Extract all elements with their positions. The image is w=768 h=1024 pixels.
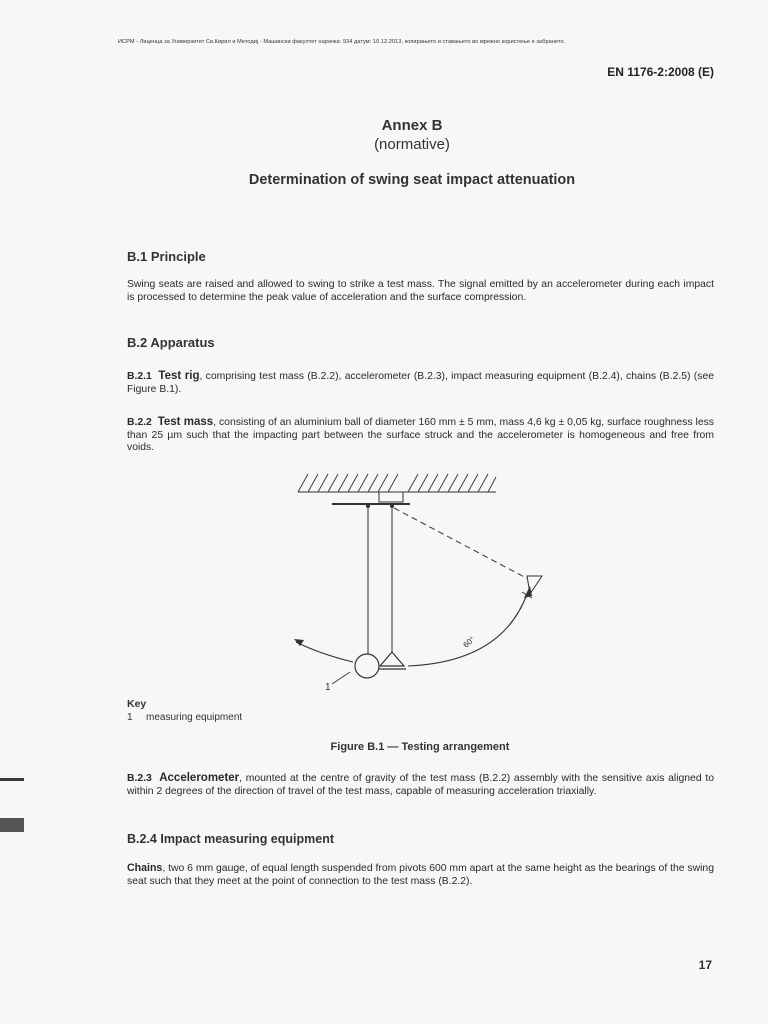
section-heading-b2: B.2 Apparatus <box>127 335 215 350</box>
clause-term: Test mass <box>157 416 214 428</box>
clause-number: B.2.3 <box>127 773 152 784</box>
key-text: measuring equipment <box>146 712 243 723</box>
section-heading-b1: B.1 Principle <box>127 249 206 264</box>
clause-number: B.2.2 <box>127 417 152 428</box>
annex-title: Annex B <box>381 117 443 134</box>
ceiling-hatching <box>298 474 496 492</box>
paragraph-b21 <box>127 370 714 396</box>
clause-text: , two 6 mm gauge, of equal length suspended from pivots 600 mm apart at the same height as the bearings of the swing seat such that they meet at the point of connection to the test mass (B.2.2). <box>127 863 714 887</box>
pivot-point <box>366 504 370 508</box>
page-number: 17 <box>698 958 712 972</box>
clause-text: , comprising test mass (B.2.2), accelerometer (B.2.3), impact measuring equipment (B.2.4), chains (B.2.5) (see Figure B.1). <box>127 371 715 395</box>
document-number: EN 1176-2:2008 (E) <box>607 65 714 79</box>
paragraph-principle: Swing seats are raised and allowed to swing to strike a test mass. The signal emitted by an accelerometer during each impact is processed to determine the peak value of acceleration and the surface compression. <box>127 279 714 303</box>
key-number: 1 <box>127 712 133 723</box>
clause-text: , consisting of an aluminium ball of diameter 160 mm ± 5 mm, mass 4,6 kg ± 0,05 kg, surface roughness less than 25 µm such that the impacting part between the surface struck and the accelerometer is homogeneous and free from voids. <box>127 417 714 453</box>
paragraph-b22 <box>127 416 714 455</box>
figure-key-item <box>127 712 242 723</box>
pivot-point <box>390 504 394 508</box>
swing-chains <box>368 508 530 654</box>
clause-number: B.2.1 <box>127 371 152 382</box>
callout-number: 1 <box>325 682 331 693</box>
paragraph-b23 <box>127 772 714 798</box>
scan-edge-mark <box>0 778 24 781</box>
section-heading-b24: B.2.4 Impact measuring equipment <box>127 832 334 846</box>
swing-arc <box>408 594 527 666</box>
clause-term: Test rig <box>158 370 200 382</box>
paragraph-chains <box>127 862 714 888</box>
impact-arc <box>296 642 353 662</box>
test-mass-ball <box>355 654 379 678</box>
testing-arrangement-figure <box>280 466 550 696</box>
clause-text: , mounted at the centre of gravity of the test mass (B.2.2) assembly with the sensitive axis aligned to within 2 degrees of the direction of travel of the test mass, capable of measuring acceleration triaxially. <box>127 773 714 797</box>
swing-seat <box>379 652 406 669</box>
annex-heading: Determination of swing seat impact attenuation <box>248 172 576 188</box>
license-stamp: ИСРМ - Лиценца за Универзитет Св.Кирил и Методиј - Машински факултет нарачка: 934 датум: 10.12.2013, копирањето и ставањето во мрежно користење е забрането. <box>118 39 566 45</box>
raised-seat <box>522 576 542 598</box>
figure-key-title: Key <box>127 698 147 710</box>
clause-term: Accelerometer <box>159 772 240 784</box>
scan-edge-mark <box>0 818 24 832</box>
angle-label: 60° <box>461 634 477 650</box>
pivot-bracket <box>332 492 410 504</box>
annex-subtitle: (normative) <box>374 136 450 153</box>
callout-line <box>332 672 350 684</box>
figure-caption: Figure B.1 — Testing arrangement <box>330 741 510 753</box>
clause-term: Chains <box>127 862 163 874</box>
